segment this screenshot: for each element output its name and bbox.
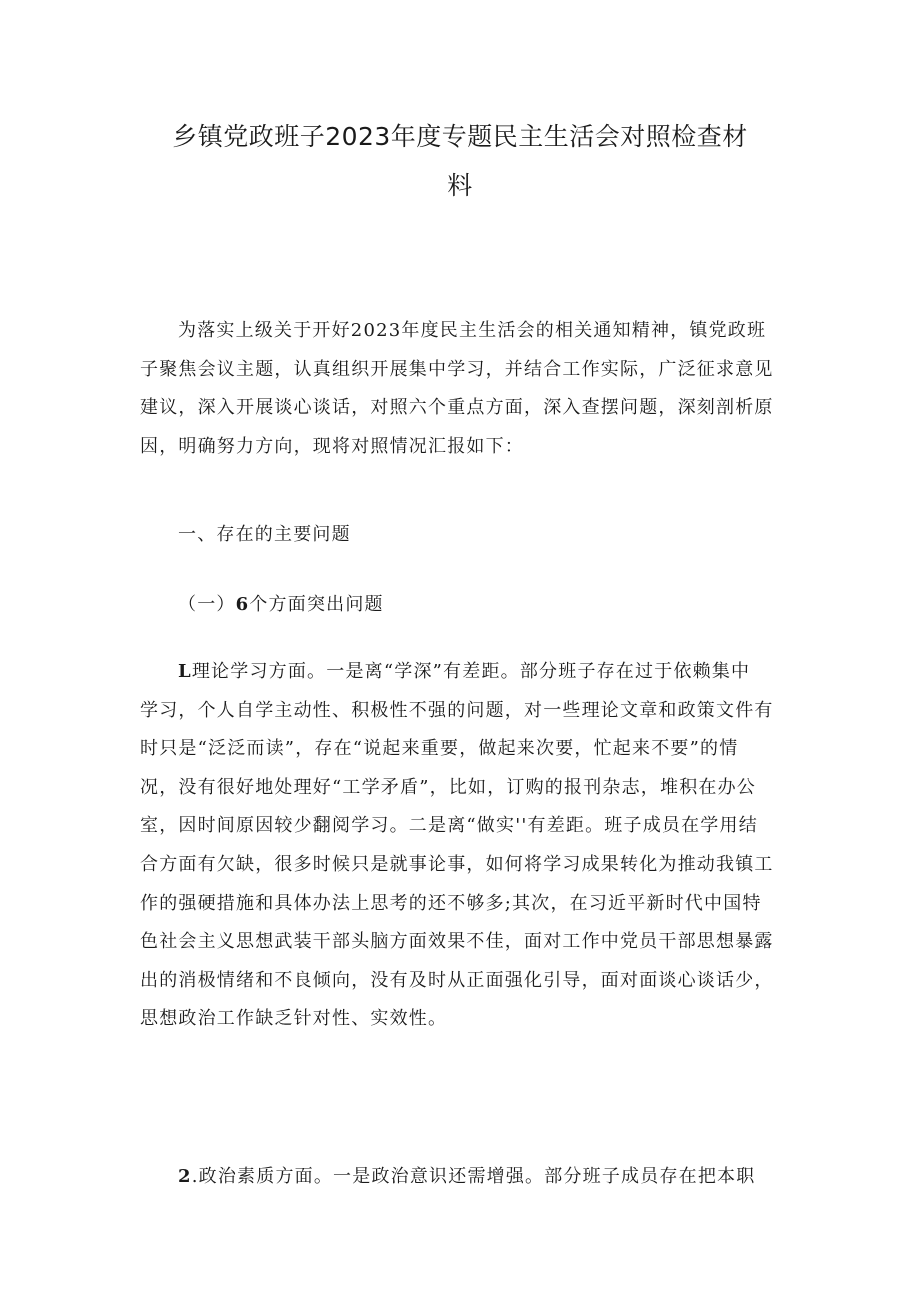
item-1-first-text: 理论学习方面。一是离“学深”有差距。部分班子存在过于依赖集中 [191, 661, 751, 682]
document-title-line-2: 料 [447, 171, 473, 200]
item-1-first-line [140, 653, 795, 692]
intro-line: 为落实上级关于开好2023年度民主生活会的相关通知精神，镇党政班 [178, 320, 767, 341]
item-2-first-line [140, 1158, 795, 1197]
item-2-paragraph [140, 1158, 795, 1197]
item-1-line: 学习，个人自学主动性、积极性不强的问题，对一些理论文章和政策文件有 [140, 699, 774, 721]
intro-line: 建议，深入开展谈心谈话，对照六个重点方面，深入查摆问题，深刻剖析原 [140, 397, 774, 419]
item-1-line: 况，没有很好地处理好“工学矛盾”，比如，订购的报刊杂志，堆积在办公 [140, 776, 757, 798]
item-1-line: 时只是“泛泛而读”，存在“说起来重要，做起来次要，忙起来不要”的情 [140, 738, 739, 760]
item-1-line: 作的强硬措施和具体办法上思考的还不够多;其次，在习近平新时代中国特 [140, 892, 762, 914]
item-1-line: 思想政治工作缺乏针对性、实效性。 [140, 1008, 448, 1030]
subsection-heading [178, 590, 384, 616]
item-1-line: 合方面有欠缺，很多时候只是就事论事，如何将学习成果转化为推动我镇工 [140, 853, 774, 875]
subsection-number: 6 [235, 594, 250, 615]
intro-line: 因，明确努力方向，现将对照情况汇报如下： [140, 435, 524, 457]
item-2-first-text: .政治素质方面。一是政治意识还需增强。部分班子成员存在把本职 [191, 1166, 756, 1187]
subsection-text: 个方面突出问题 [249, 594, 384, 615]
item-1-line: 色社会主义思想武装干部头脑方面效果不佳，面对工作中党员干部思想暴露 [140, 931, 774, 953]
item-1-line: 室，因时间原因较少翻阅学习。二是离“做实''有差距。班子成员在学用结 [140, 815, 758, 837]
item-1-paragraph [140, 653, 795, 1039]
document-title-line-1: 乡镇党政班子2023年度专题民主生活会对照检查材 [172, 122, 748, 151]
item-2-marker: 2 [178, 1166, 192, 1187]
subsection-prefix: （一） [178, 594, 236, 615]
item-1-line: 出的消极情绪和不良倾向，没有及时从正面强化引导，面对面谈心谈话少， [140, 969, 774, 991]
intro-paragraph [140, 312, 795, 466]
item-1-marker: L [178, 661, 192, 682]
section-heading: 一、存在的主要问题 [178, 524, 351, 545]
intro-line: 子聚焦会议主题，认真组织开展集中学习，并结合工作实际，广泛征求意见 [140, 358, 774, 380]
